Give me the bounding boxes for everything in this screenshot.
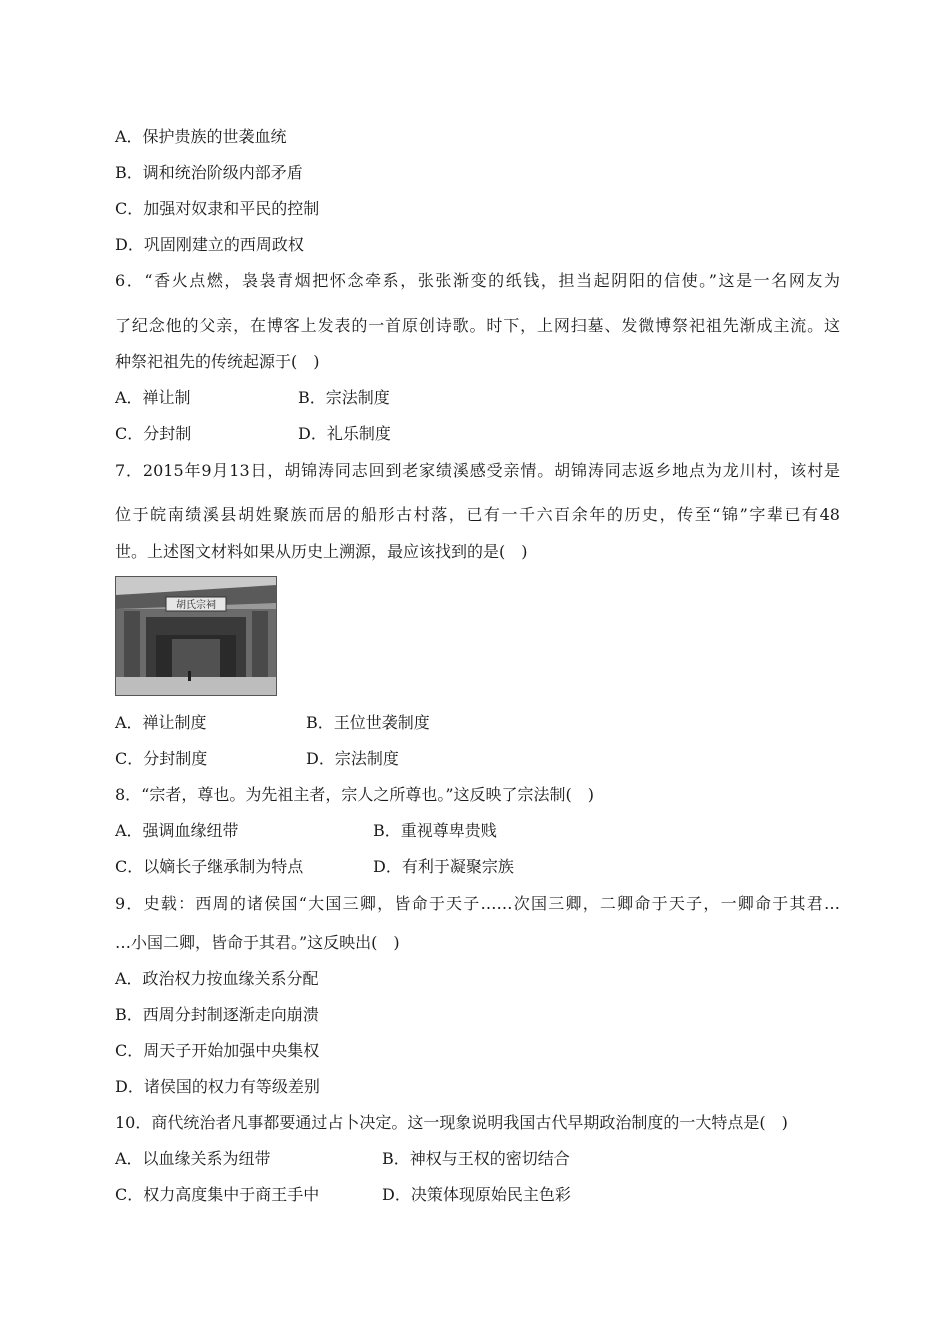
q7-stem-line-2: 位于皖南绩溪县胡姓聚族而居的船形古村落，已有一千六百余年的历史，传至“锦”字辈已有48 [115, 505, 840, 524]
q6-option-b: B．宗法制度 [298, 388, 390, 407]
q9-option-a: A．政治权力按血缘关系分配 [115, 969, 319, 988]
q7-option-a: A．禅让制度 [115, 713, 207, 732]
q6-option-d: D．礼乐制度 [298, 424, 391, 443]
q6-stem-line-1: 6．“香火点燃，袅袅青烟把怀念牵系，张张渐变的纸钱，担当起阴阳的信使。”这是一名网友为 [115, 271, 840, 290]
q5-option-b: B．调和统治阶级内部矛盾 [115, 163, 303, 182]
q10-option-a: A．以血缘关系为纽带 [115, 1149, 271, 1168]
q10-option-b: B．神权与王权的密切结合 [382, 1149, 570, 1168]
q9-option-d: D．诸侯国的权力有等级差别 [115, 1077, 320, 1096]
q7-stem-line-3: 世。上述图文材料如果从历史上溯源，最应该找到的是( ) [115, 542, 528, 561]
q10-option-d: D．决策体现原始民主色彩 [382, 1185, 571, 1204]
photo-plaque-text: 胡氏宗祠 [176, 600, 216, 611]
q9-option-c: C．周天子开始加强中央集权 [115, 1041, 320, 1060]
q7-stem-line-1: 7．2015年9月13日，胡锦涛同志回到老家绩溪感受亲情。胡锦涛同志返乡地点为龙川村，该村是 [115, 461, 840, 480]
q8-option-b: B．重视尊卑贵贱 [373, 821, 497, 840]
ancestral-hall-illustration [116, 577, 276, 695]
q10-stem-line-1: 10．商代统治者凡事都要通过占卜决定。这一现象说明我国古代早期政治制度的一大特点是( ) [115, 1113, 788, 1132]
q10-option-c: C．权力高度集中于商王手中 [115, 1185, 320, 1204]
q9-stem-line-2: …小国二卿，皆命于其君。”这反映出( ) [115, 933, 400, 952]
q6-stem-line-3: 种祭祀祖先的传统起源于( ) [115, 352, 320, 371]
q8-option-a: A．强调血缘纽带 [115, 821, 239, 840]
q8-option-c: C．以嫡长子继承制为特点 [115, 857, 304, 876]
q9-option-b: B．西周分封制逐渐走向崩溃 [115, 1005, 319, 1024]
q6-option-c: C．分封制 [115, 424, 192, 443]
q5-option-a: A．保护贵族的世袭血统 [115, 127, 287, 146]
q6-stem-line-2: 了纪念他的父亲，在博客上发表的一首原创诗歌。时下，上网扫墓、发微博祭祀祖先渐成主流。这 [115, 316, 840, 335]
q7-option-b: B．王位世袭制度 [306, 713, 430, 732]
q5-option-c: C．加强对奴隶和平民的控制 [115, 199, 320, 218]
q5-option-d: D．巩固刚建立的西周政权 [115, 235, 304, 254]
q7-option-d: D．宗法制度 [306, 749, 399, 768]
ancestral-hall-photo [115, 576, 277, 696]
q6-option-a: A．禅让制 [115, 388, 191, 407]
q9-stem-line-1: 9．史载：西周的诸侯国“大国三卿，皆命于天子……次国三卿，二卿命于天子，一卿命于其君… [115, 894, 840, 913]
q8-option-d: D．有利于凝聚宗族 [373, 857, 514, 876]
q8-stem-line-1: 8．“宗者，尊也。为先祖主者，宗人之所尊也。”这反映了宗法制( ) [115, 785, 595, 804]
q7-option-c: C．分封制度 [115, 749, 208, 768]
